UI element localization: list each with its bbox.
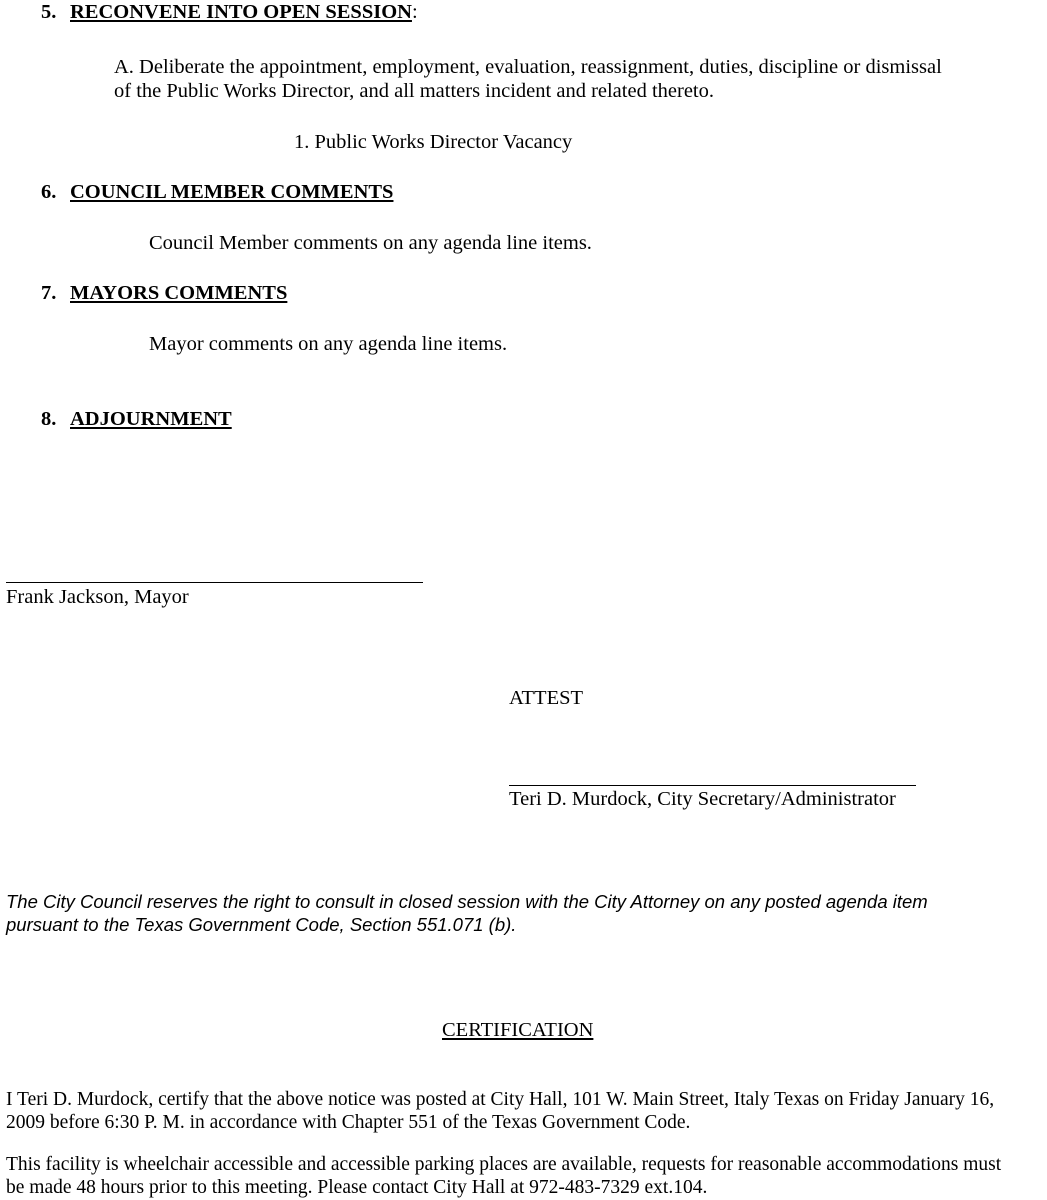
section-6-number: 6. <box>41 181 57 203</box>
certification-line-1: I Teri D. Murdock, certify that the above notice was posted at City Hall, 101 W. Main Street, Italy Texas on Friday January 16, <box>6 1089 995 1110</box>
section-7-body: Mayor comments on any agenda line items. <box>149 333 508 355</box>
section-7-title: MAYORS COMMENTS <box>70 282 288 304</box>
secretary-name: Teri D. Murdock, City Secretary/Administrator <box>509 788 896 810</box>
accessibility-line-2: be made 48 hours prior to this meeting. Please contact City Hall at 972-483-7329 ext.104. <box>6 1177 708 1198</box>
accessibility-line-1: This facility is wheelchair accessible and accessible parking places are available, requests for reasonable accommodations must <box>6 1154 1002 1175</box>
section-5-number: 5. <box>41 1 57 23</box>
mayor-signature-line <box>6 582 423 583</box>
section-5-sub-item-1: 1. Public Works Director Vacancy <box>294 131 573 153</box>
certification-line-2: 2009 before 6:30 P. M. in accordance with Chapter 551 of the Texas Government Code. <box>6 1112 691 1133</box>
section-6-body: Council Member comments on any agenda line items. <box>149 232 592 254</box>
section-5-heading <box>41 1 418 24</box>
section-5-title: RECONVENE INTO OPEN SESSION <box>70 1 412 23</box>
secretary-signature-line <box>509 785 916 786</box>
section-7-heading <box>41 282 287 305</box>
section-7-number: 7. <box>41 282 57 304</box>
section-5-item-a-line-1: A. Deliberate the appointment, employment, evaluation, reassignment, duties, discipline or dismissal <box>114 56 942 78</box>
closed-session-notice-line-1: The City Council reserves the right to consult in closed session with the City Attorney on any posted agenda item <box>6 891 928 912</box>
closed-session-notice-line-2: pursuant to the Texas Government Code, Section 551.071 (b). <box>6 914 517 935</box>
certification-title: CERTIFICATION <box>442 1019 594 1041</box>
attest-label: ATTEST <box>509 687 584 709</box>
section-8-title: ADJOURNMENT <box>70 408 232 430</box>
section-6-title: COUNCIL MEMBER COMMENTS <box>70 181 394 203</box>
section-8-heading <box>41 408 232 431</box>
section-5-colon: : <box>411 1 418 23</box>
section-5-item-a-line-2: of the Public Works Director, and all matters incident and related thereto. <box>114 80 714 102</box>
section-6-heading <box>41 181 393 204</box>
section-8-number: 8. <box>41 408 57 430</box>
mayor-name: Frank Jackson, Mayor <box>6 586 189 608</box>
